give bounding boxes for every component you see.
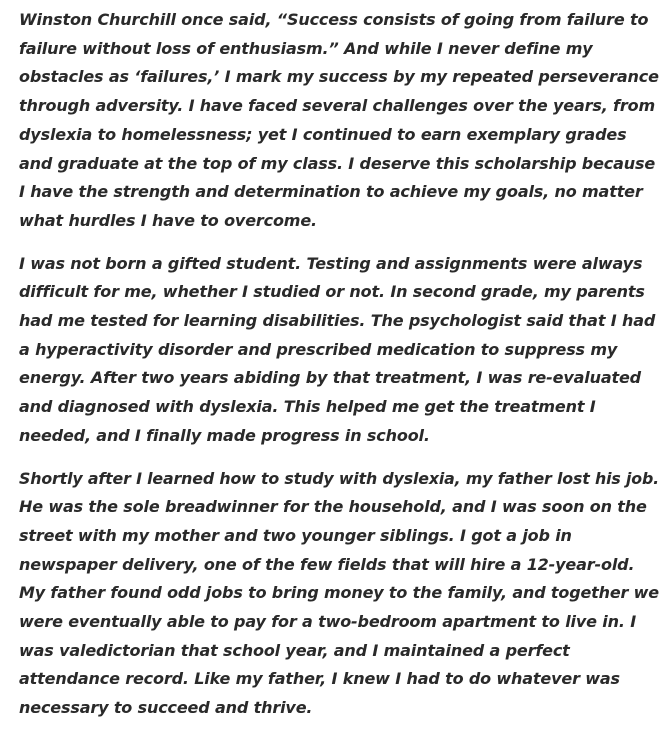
text-line: was valedictorian that school year, and I maintained a perfect: [19, 640, 570, 660]
essay-document: [19, 6, 659, 723]
text-line: a hyperactivity disorder and prescribed medication to suppress my: [19, 339, 618, 359]
text-line: My father found odd jobs to bring money to the family, and together we: [19, 583, 659, 603]
text-line: had me tested for learning disabilities. The psychologist said that I had: [19, 311, 656, 331]
paragraph-2: [19, 250, 659, 451]
text-line: obstacles as ‘failures,’ I mark my success by my repeated perseverance: [19, 67, 659, 87]
paragraph-3: [19, 465, 659, 723]
text-line: newspaper delivery, one of the few fields that will hire a 12-year-old.: [19, 554, 635, 574]
text-line: dyslexia to homelessness; yet I continued to earn exemplary grades: [19, 124, 627, 144]
text-line: I was not born a gifted student. Testing and assignments were always: [19, 253, 643, 273]
text-line: Shortly after I learned how to study with dyslexia, my father lost his job.: [19, 468, 659, 488]
text-line: what hurdles I have to overcome.: [19, 210, 317, 230]
text-line: and diagnosed with dyslexia. This helped me get the treatment I: [19, 397, 596, 417]
text-line: attendance record. Like my father, I knew I had to do whatever was: [19, 669, 620, 689]
text-line: I have the strength and determination to achieve my goals, no matter: [19, 182, 643, 202]
paragraph-1: [19, 6, 659, 236]
text-line: necessary to succeed and thrive.: [19, 698, 313, 718]
text-line: He was the sole breadwinner for the household, and I was soon on the: [19, 497, 647, 517]
text-line: failure without loss of enthusiasm.” And while I never define my: [19, 38, 593, 58]
text-line: through adversity. I have faced several challenges over the years, from: [19, 96, 655, 116]
text-line: Winston Churchill once said, “Success consists of going from failure to: [19, 10, 649, 29]
text-line: were eventually able to pay for a two-bedroom apartment to live in. I: [19, 612, 636, 632]
text-line: difficult for me, whether I studied or not. In second grade, my parents: [19, 282, 645, 302]
text-line: and graduate at the top of my class. I deserve this scholarship because: [19, 153, 656, 173]
text-line: street with my mother and two younger siblings. I got a job in: [19, 525, 572, 545]
text-line: needed, and I finally made progress in school.: [19, 425, 430, 445]
text-line: energy. After two years abiding by that treatment, I was re-evaluated: [19, 368, 641, 388]
